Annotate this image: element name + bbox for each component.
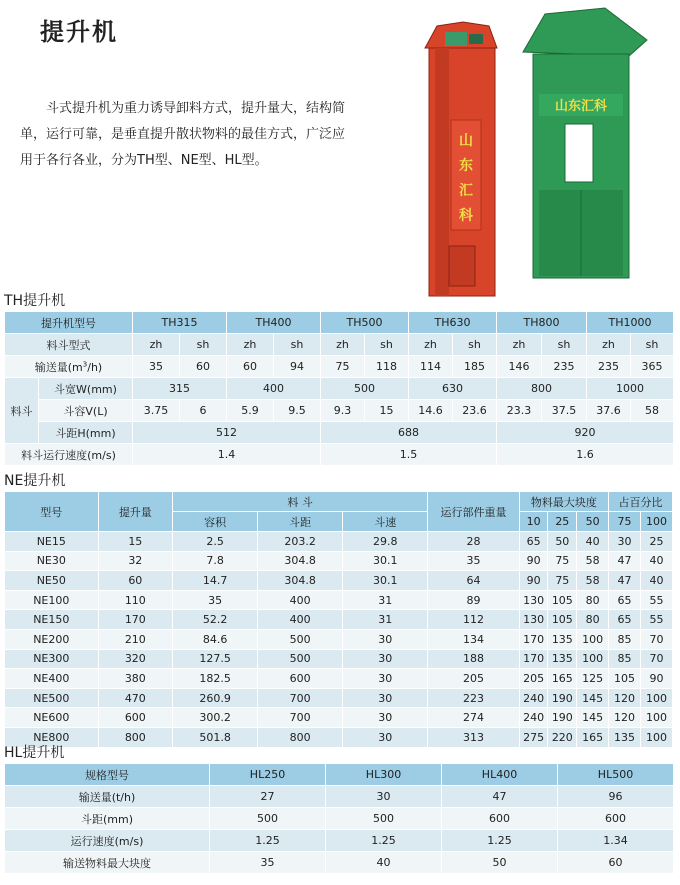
ne-value-cell: 400 <box>258 610 343 630</box>
hl-table-row <box>5 852 674 874</box>
th-model-cell: TH315 <box>133 312 227 334</box>
ne-value-cell: 240 <box>519 708 548 728</box>
ne-value-cell: 205 <box>428 669 519 689</box>
ne-header-volume: 容积 <box>173 512 258 532</box>
ne-value-cell: 275 <box>519 727 548 747</box>
th-capacity-cell: 235 <box>542 356 587 378</box>
th-volume-cell: 9.3 <box>321 400 365 422</box>
ne-value-cell: 274 <box>428 708 519 728</box>
ne-value-cell: 112 <box>428 610 519 630</box>
ne-value-cell: 55 <box>641 610 673 630</box>
ne-value-cell: 190 <box>548 688 577 708</box>
hl-value-cell: 500 <box>210 808 326 830</box>
ne-value-cell: 120 <box>609 688 641 708</box>
th-volume-cell: 15 <box>365 400 409 422</box>
th-speed-cell: 1.6 <box>497 444 674 466</box>
ne-value-cell: 130 <box>519 610 548 630</box>
ne-value-cell: 135 <box>609 727 641 747</box>
ne-value-cell: 80 <box>577 610 609 630</box>
th-capacity-cell: 146 <box>497 356 542 378</box>
th-volume-label: 斗容V(L) <box>39 400 133 422</box>
hl-row-label: 运行速度(m/s) <box>5 830 210 852</box>
bucket-elevator-illustration <box>415 0 677 300</box>
ne-value-cell: 134 <box>428 629 519 649</box>
hl-value-cell: 40 <box>326 852 442 874</box>
th-pitch-row <box>5 422 674 444</box>
ne-value-cell: 188 <box>428 649 519 669</box>
hl-value-cell: 96 <box>558 786 674 808</box>
th-model-cell: TH400 <box>227 312 321 334</box>
th-model-cell: TH800 <box>497 312 587 334</box>
th-pitch-cell: 688 <box>321 422 497 444</box>
th-volume-cell: 6 <box>180 400 227 422</box>
ne-value-cell: 90 <box>519 551 548 571</box>
th-model-cell: TH1000 <box>587 312 674 334</box>
th-speed-label: 料斗运行速度(m/s) <box>5 444 133 466</box>
ne-value-cell: 135 <box>548 629 577 649</box>
ne-value-cell: 15 <box>98 532 172 552</box>
th-volume-cell: 23.6 <box>453 400 497 422</box>
ne-value-cell: 90 <box>641 669 673 689</box>
th-volume-cell: 37.5 <box>542 400 587 422</box>
ne-value-cell: 300.2 <box>173 708 258 728</box>
ne-value-cell: 127.5 <box>173 649 258 669</box>
intro-paragraph: 斗式提升机为重力诱导卸料方式，提升量大，结构简单，运行可靠，是垂直提升散状物料的最佳方式，广泛应用于各行各业，分为TH型、NE型、HL型。 <box>20 101 346 168</box>
ne-header-percent: 占百分比 <box>609 492 673 512</box>
ne-value-cell: 58 <box>577 571 609 591</box>
ne-value-cell: 50 <box>548 532 577 552</box>
ne-model-cell: NE15 <box>5 532 99 552</box>
th-bucket-type-cell: zh <box>227 334 274 356</box>
ne-value-cell: 35 <box>428 551 519 571</box>
ne-table-row <box>5 532 673 552</box>
ne-value-cell: 220 <box>548 727 577 747</box>
ne-value-cell: 31 <box>343 610 428 630</box>
ne-model-cell: NE800 <box>5 727 99 747</box>
ne-value-cell: 182.5 <box>173 669 258 689</box>
hl-header-row <box>5 764 674 786</box>
ne-value-cell: 30 <box>343 708 428 728</box>
ne-header-pitch: 斗距 <box>258 512 343 532</box>
th-capacity-cell: 365 <box>631 356 674 378</box>
th-hopper-label: 料斗 <box>5 378 39 444</box>
ne-header-percent-col: 75 <box>609 512 641 532</box>
ne-header-lump-col: 25 <box>548 512 577 532</box>
ne-value-cell: 64 <box>428 571 519 591</box>
th-capacity-cell: 235 <box>587 356 631 378</box>
hl-value-cell: 1.25 <box>210 830 326 852</box>
th-capacity-cell: 35 <box>133 356 180 378</box>
ne-value-cell: 130 <box>519 590 548 610</box>
ne-value-cell: 84.6 <box>173 629 258 649</box>
hl-header-label: 规格型号 <box>5 764 210 786</box>
ne-value-cell: 313 <box>428 727 519 747</box>
ne-value-cell: 135 <box>548 649 577 669</box>
ne-value-cell: 30 <box>343 688 428 708</box>
ne-value-cell: 205 <box>519 669 548 689</box>
ne-value-cell: 31 <box>343 590 428 610</box>
ne-value-cell: 28 <box>428 532 519 552</box>
ne-value-cell: 170 <box>519 649 548 669</box>
th-section-title: TH提升机 <box>4 293 66 309</box>
ne-header-lift: 提升量 <box>98 492 172 532</box>
ne-spec-table <box>4 491 673 748</box>
ne-table-row <box>5 610 673 630</box>
ne-value-cell: 105 <box>548 590 577 610</box>
hl-section-title: HL提升机 <box>4 745 65 761</box>
th-bucket-type-label: 料斗型式 <box>5 334 133 356</box>
th-volume-cell: 5.9 <box>227 400 274 422</box>
green-elevator-image <box>523 8 647 278</box>
th-bucket-type-cell: zh <box>321 334 365 356</box>
ne-value-cell: 65 <box>609 590 641 610</box>
th-capacity-cell: 185 <box>453 356 497 378</box>
ne-value-cell: 80 <box>577 590 609 610</box>
hl-value-cell: 47 <box>442 786 558 808</box>
ne-value-cell: 40 <box>577 532 609 552</box>
ne-value-cell: 400 <box>258 590 343 610</box>
ne-model-cell: NE100 <box>5 590 99 610</box>
th-capacity-cell: 114 <box>409 356 453 378</box>
ne-value-cell: 120 <box>609 708 641 728</box>
ne-value-cell: 100 <box>577 649 609 669</box>
hl-value-cell: 1.25 <box>442 830 558 852</box>
ne-table-row <box>5 708 673 728</box>
th-capacity-label-text: 输送量(m <box>34 360 83 374</box>
th-model-cell: TH500 <box>321 312 409 334</box>
ne-value-cell: 145 <box>577 688 609 708</box>
hl-model-cell: HL500 <box>558 764 674 786</box>
th-pitch-cell: 512 <box>133 422 321 444</box>
ne-value-cell: 320 <box>98 649 172 669</box>
ne-header-row-1 <box>5 492 673 512</box>
ne-value-cell: 170 <box>519 629 548 649</box>
red-elevator-char-2: 东 <box>459 158 473 174</box>
th-bucket-type-cell: zh <box>409 334 453 356</box>
th-width-cell: 315 <box>133 378 227 400</box>
ne-header-weight: 运行部件重量 <box>428 492 519 532</box>
ne-header-percent-col: 100 <box>641 512 673 532</box>
red-elevator-char-4: 科 <box>459 208 473 224</box>
th-pitch-label: 斗距H(mm) <box>39 422 133 444</box>
ne-value-cell: 500 <box>258 629 343 649</box>
th-capacity-cell: 94 <box>274 356 321 378</box>
ne-value-cell: 800 <box>258 727 343 747</box>
ne-value-cell: 47 <box>609 551 641 571</box>
green-elevator-label: 山东汇科 <box>554 99 608 114</box>
hl-model-cell: HL250 <box>210 764 326 786</box>
ne-header-lump: 物料最大块度 <box>519 492 608 512</box>
red-elevator-char-3: 汇 <box>459 183 473 199</box>
ne-value-cell: 90 <box>519 571 548 591</box>
ne-value-cell: 600 <box>258 669 343 689</box>
ne-value-cell: 105 <box>609 669 641 689</box>
ne-value-cell: 105 <box>548 610 577 630</box>
ne-value-cell: 30 <box>343 669 428 689</box>
ne-table-row <box>5 727 673 747</box>
ne-value-cell: 501.8 <box>173 727 258 747</box>
ne-value-cell: 89 <box>428 590 519 610</box>
ne-table-row <box>5 590 673 610</box>
ne-value-cell: 40 <box>641 571 673 591</box>
page-title: 提升机 <box>40 18 118 46</box>
ne-section-title: NE提升机 <box>4 473 66 489</box>
th-width-cell: 500 <box>321 378 409 400</box>
th-speed-cell: 1.5 <box>321 444 497 466</box>
th-width-cell: 800 <box>497 378 587 400</box>
ne-header-model: 型号 <box>5 492 99 532</box>
ne-value-cell: 700 <box>258 708 343 728</box>
ne-value-cell: 700 <box>258 688 343 708</box>
ne-header-lump-col: 10 <box>519 512 548 532</box>
ne-header-hopper: 料 斗 <box>173 492 428 512</box>
ne-value-cell: 600 <box>98 708 172 728</box>
th-speed-cell: 1.4 <box>133 444 321 466</box>
th-capacity-cell: 75 <box>321 356 365 378</box>
hl-value-cell: 60 <box>558 852 674 874</box>
ne-value-cell: 30.1 <box>343 571 428 591</box>
th-capacity-label-sup: 3 <box>82 359 88 368</box>
ne-value-cell: 30 <box>609 532 641 552</box>
ne-value-cell: 65 <box>609 610 641 630</box>
th-capacity-cell: 118 <box>365 356 409 378</box>
ne-table-row <box>5 688 673 708</box>
ne-model-cell: NE600 <box>5 708 99 728</box>
ne-value-cell: 60 <box>98 571 172 591</box>
ne-value-cell: 65 <box>519 532 548 552</box>
ne-value-cell: 58 <box>577 551 609 571</box>
red-elevator-image <box>425 22 497 296</box>
ne-value-cell: 110 <box>98 590 172 610</box>
ne-value-cell: 14.7 <box>173 571 258 591</box>
ne-value-cell: 55 <box>641 590 673 610</box>
ne-value-cell: 100 <box>577 629 609 649</box>
ne-value-cell: 380 <box>98 669 172 689</box>
ne-value-cell: 2.5 <box>173 532 258 552</box>
ne-table-row <box>5 551 673 571</box>
th-bucket-type-row <box>5 334 674 356</box>
ne-header-speed: 斗速 <box>343 512 428 532</box>
th-volume-cell: 58 <box>631 400 674 422</box>
ne-value-cell: 70 <box>641 629 673 649</box>
hl-value-cell: 1.25 <box>326 830 442 852</box>
th-bucket-type-cell: sh <box>631 334 674 356</box>
th-volume-cell: 14.6 <box>409 400 453 422</box>
ne-model-cell: NE150 <box>5 610 99 630</box>
ne-value-cell: 85 <box>609 649 641 669</box>
th-bucket-type-cell: sh <box>274 334 321 356</box>
ne-value-cell: 100 <box>641 688 673 708</box>
th-width-row <box>5 378 674 400</box>
th-bucket-type-cell: sh <box>542 334 587 356</box>
th-header-row <box>5 312 674 334</box>
ne-value-cell: 52.2 <box>173 610 258 630</box>
ne-value-cell: 30 <box>343 649 428 669</box>
ne-value-cell: 203.2 <box>258 532 343 552</box>
th-header-label: 提升机型号 <box>5 312 133 334</box>
hl-table-row <box>5 830 674 852</box>
ne-value-cell: 30.1 <box>343 551 428 571</box>
hl-value-cell: 1.34 <box>558 830 674 852</box>
hl-value-cell: 600 <box>442 808 558 830</box>
hl-value-cell: 35 <box>210 852 326 874</box>
ne-value-cell: 35 <box>173 590 258 610</box>
ne-value-cell: 7.8 <box>173 551 258 571</box>
hl-value-cell: 600 <box>558 808 674 830</box>
ne-table-row <box>5 649 673 669</box>
th-capacity-label <box>5 356 133 378</box>
ne-value-cell: 165 <box>577 727 609 747</box>
ne-value-cell: 25 <box>641 532 673 552</box>
ne-value-cell: 30 <box>343 629 428 649</box>
ne-value-cell: 40 <box>641 551 673 571</box>
ne-value-cell: 47 <box>609 571 641 591</box>
ne-value-cell: 29.8 <box>343 532 428 552</box>
ne-model-cell: NE500 <box>5 688 99 708</box>
ne-value-cell: 170 <box>98 610 172 630</box>
hl-spec-table <box>4 763 674 874</box>
th-width-cell: 400 <box>227 378 321 400</box>
th-bucket-type-cell: sh <box>365 334 409 356</box>
th-bucket-type-cell: zh <box>497 334 542 356</box>
ne-value-cell: 260.9 <box>173 688 258 708</box>
th-bucket-type-cell: sh <box>453 334 497 356</box>
ne-table-row <box>5 571 673 591</box>
ne-model-cell: NE300 <box>5 649 99 669</box>
ne-value-cell: 30 <box>343 727 428 747</box>
ne-value-cell: 304.8 <box>258 551 343 571</box>
ne-value-cell: 75 <box>548 571 577 591</box>
ne-value-cell: 800 <box>98 727 172 747</box>
ne-value-cell: 304.8 <box>258 571 343 591</box>
ne-model-cell: NE400 <box>5 669 99 689</box>
th-speed-row <box>5 444 674 466</box>
hl-row-label: 输送物料最大块度 <box>5 852 210 874</box>
th-volume-cell: 3.75 <box>133 400 180 422</box>
th-capacity-row <box>5 356 674 378</box>
ne-value-cell: 75 <box>548 551 577 571</box>
ne-value-cell: 165 <box>548 669 577 689</box>
ne-value-cell: 145 <box>577 708 609 728</box>
th-volume-cell: 23.3 <box>497 400 542 422</box>
th-bucket-type-cell: zh <box>133 334 180 356</box>
hl-row-label: 斗距(mm) <box>5 808 210 830</box>
intro-text <box>20 96 350 174</box>
ne-table-row <box>5 629 673 649</box>
ne-model-cell: NE50 <box>5 571 99 591</box>
ne-value-cell: 500 <box>258 649 343 669</box>
hl-value-cell: 500 <box>326 808 442 830</box>
th-capacity-cell: 60 <box>227 356 274 378</box>
ne-value-cell: 100 <box>641 708 673 728</box>
th-width-cell: 630 <box>409 378 497 400</box>
th-width-cell: 1000 <box>587 378 674 400</box>
th-volume-row <box>5 400 674 422</box>
th-pitch-cell: 920 <box>497 422 674 444</box>
th-volume-cell: 9.5 <box>274 400 321 422</box>
hl-row-label: 输送量(t/h) <box>5 786 210 808</box>
ne-model-cell: NE30 <box>5 551 99 571</box>
ne-value-cell: 223 <box>428 688 519 708</box>
ne-value-cell: 190 <box>548 708 577 728</box>
th-spec-table <box>4 311 674 466</box>
hl-value-cell: 27 <box>210 786 326 808</box>
hl-model-cell: HL400 <box>442 764 558 786</box>
hl-table-row <box>5 808 674 830</box>
ne-table-row <box>5 669 673 689</box>
th-width-label: 斗宽W(mm) <box>39 378 133 400</box>
ne-value-cell: 100 <box>641 727 673 747</box>
hl-model-cell: HL300 <box>326 764 442 786</box>
th-bucket-type-cell: sh <box>180 334 227 356</box>
ne-value-cell: 125 <box>577 669 609 689</box>
th-model-cell: TH630 <box>409 312 497 334</box>
ne-header-lump-col: 50 <box>577 512 609 532</box>
hl-value-cell: 30 <box>326 786 442 808</box>
th-capacity-cell: 60 <box>180 356 227 378</box>
th-bucket-type-cell: zh <box>587 334 631 356</box>
hl-table-row <box>5 786 674 808</box>
red-elevator-char-1: 山 <box>459 133 473 149</box>
th-volume-cell: 37.6 <box>587 400 631 422</box>
ne-value-cell: 470 <box>98 688 172 708</box>
hl-value-cell: 50 <box>442 852 558 874</box>
ne-value-cell: 70 <box>641 649 673 669</box>
ne-value-cell: 85 <box>609 629 641 649</box>
th-capacity-label-tail: /h) <box>87 360 103 374</box>
ne-model-cell: NE200 <box>5 629 99 649</box>
ne-value-cell: 32 <box>98 551 172 571</box>
ne-value-cell: 210 <box>98 629 172 649</box>
ne-value-cell: 240 <box>519 688 548 708</box>
